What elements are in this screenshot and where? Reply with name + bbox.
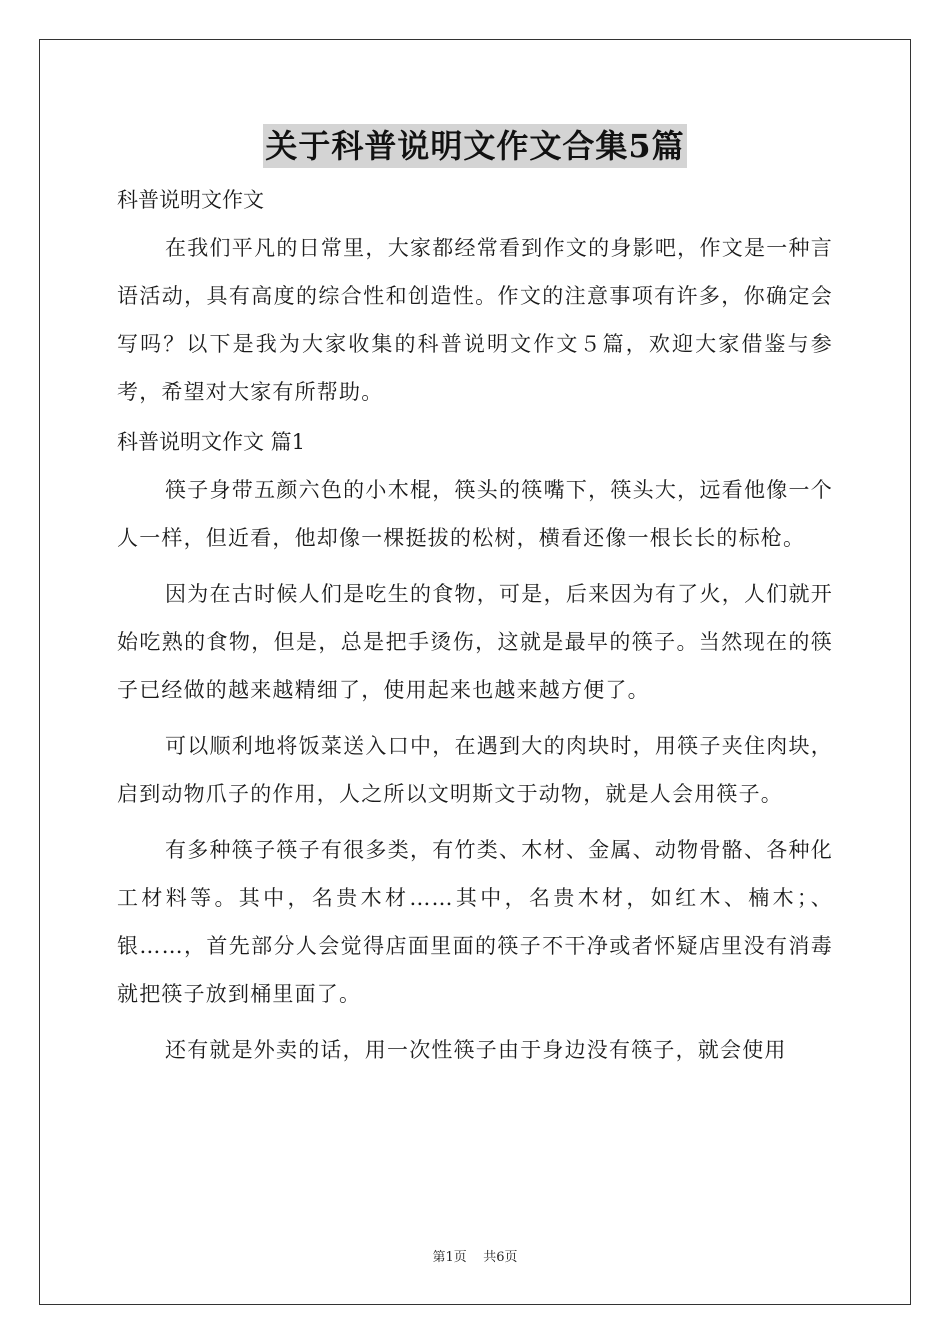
body-paragraph: 还有就是外卖的话，用一次性筷子由于身边没有筷子，就会使用 xyxy=(165,1038,787,1062)
document-title: 关于科普说明文作文合集5篇 xyxy=(263,124,686,168)
title-container xyxy=(0,124,950,168)
body-paragraph: 因为在古时候人们是吃生的食物，可是，后来因为有了火，人们就开始吃熟的食物，但是，总是把手烫伤，这就是最早的筷子。当然现在的筷子已经做的越来越精细了，使用起来也越来越方便了。 xyxy=(117,582,833,702)
intro-paragraph: 在我们平凡的日常里，大家都经常看到作文的身影吧，作文是一种言语活动，具有高度的综合性和创造性。作文的注意事项有许多，你确定会写吗？以下是我为大家收集的科普说明文作文５篇，欢迎大家借鉴与参考，希望对大家有所帮助。 xyxy=(117,236,833,404)
body-paragraph: 筷子身带五颜六色的小木棍，筷头的筷嘴下，筷头大，远看他像一个人一样，但近看，他却像一棵挺拔的松树，横看还像一根长长的标枪。 xyxy=(117,478,833,550)
page-footer: 第1页 共6页 xyxy=(432,1250,518,1265)
body-paragraph: 有多种筷子筷子有很多类，有竹类、木材、金属、动物骨骼、各种化工材料等。其中，名贵木材……其中，名贵木材，如红木、楠木；、银……，首先部分人会觉得店面里面的筷子不干净或者怀疑店里没有消毒就把筷子放到桶里面了。 xyxy=(117,838,833,1006)
document-body xyxy=(117,180,833,1074)
section-heading: 科普说明文作文 篇1 xyxy=(117,430,306,454)
body-paragraph: 可以顺利地将饭菜送入口中，在遇到大的肉块时，用筷子夹住肉块，启到动物爪子的作用，人之所以文明斯文于动物，就是人会用筷子。 xyxy=(117,734,833,806)
intro-heading: 科普说明文作文 xyxy=(117,188,264,212)
